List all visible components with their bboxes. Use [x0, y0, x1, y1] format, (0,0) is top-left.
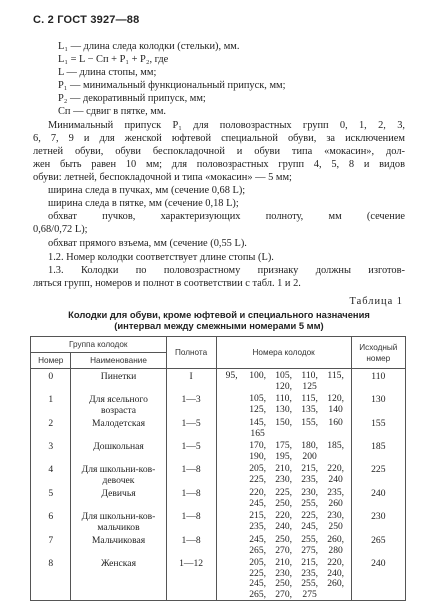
row-initial: 155 — [351, 416, 405, 439]
row-sizes — [216, 439, 351, 462]
header-name: Наименование — [71, 353, 166, 369]
size-value: 260, — [327, 534, 345, 545]
definition-line: L₁ — длина следа колодки (стельки), мм. — [58, 41, 240, 52]
page-header: С. 2 ГОСТ 3927—88 — [33, 14, 140, 26]
size-value — [220, 499, 244, 510]
size-value: 225, — [301, 510, 319, 521]
size-value: 105, — [275, 370, 293, 381]
table-row — [31, 439, 406, 462]
size-value: 215, — [301, 557, 319, 568]
row-name: Малодетская — [71, 416, 166, 439]
row-number: 0 — [31, 369, 71, 393]
size-value: 220, — [327, 557, 345, 568]
size-value: 170, — [249, 440, 267, 451]
paragraph-line: обуви: летней, беспокладочной и типа «мокасин» — 5 мм; — [33, 172, 292, 183]
size-value: 135, — [301, 403, 319, 415]
size-value: 265, — [249, 544, 267, 556]
table-body — [31, 369, 406, 601]
size-value — [220, 546, 244, 557]
size-value: 270, — [275, 544, 293, 556]
size-value: 275 — [302, 588, 317, 600]
size-value: 180, — [301, 440, 319, 451]
size-value: 230, — [275, 567, 293, 579]
size-value: 270, — [275, 588, 293, 600]
size-value — [220, 590, 244, 601]
list-item: обхват пучков, характеризующих полноту, мм (сечение — [48, 211, 405, 222]
size-value — [220, 394, 244, 405]
table-row — [31, 392, 406, 416]
row-sizes — [216, 392, 351, 416]
size-list — [220, 535, 348, 556]
row-fullness: 1—8 — [166, 486, 216, 509]
table-row — [31, 416, 406, 439]
table-row — [31, 486, 406, 509]
row-fullness: I — [166, 369, 216, 393]
size-value — [220, 579, 244, 590]
row-name: Мальчиковая — [71, 533, 166, 556]
size-list — [220, 371, 348, 392]
size-list — [220, 558, 348, 600]
size-value: 210, — [275, 557, 293, 568]
row-sizes — [216, 556, 351, 601]
lasts-table — [30, 336, 406, 601]
size-value: 175, — [275, 440, 293, 451]
size-value: 165 — [250, 427, 265, 439]
size-value — [220, 522, 244, 533]
size-value: 240, — [327, 567, 345, 579]
size-value — [220, 535, 244, 546]
row-fullness: 1—12 — [166, 556, 216, 601]
row-number: 1 — [31, 392, 71, 416]
size-value — [220, 569, 244, 580]
table-row — [31, 369, 406, 393]
size-value — [298, 429, 322, 440]
header-number: Номер — [31, 353, 71, 369]
size-value — [272, 429, 296, 440]
size-value — [220, 382, 244, 393]
size-value: 220, — [327, 463, 345, 474]
definition-line: P₂ — декоративный припуск, мм; — [58, 93, 206, 104]
list-item: обхват прямого взъема, мм (сечение (0,55 L). — [48, 238, 247, 249]
row-fullness: 1—5 — [166, 439, 216, 462]
row-fullness: 1—8 — [166, 462, 216, 486]
size-value: 280 — [328, 544, 343, 556]
size-value: 275, — [301, 544, 319, 556]
row-name: Пинетки — [71, 369, 166, 393]
size-value: 215, — [249, 510, 267, 521]
size-value: 260 — [328, 497, 343, 509]
row-sizes — [216, 486, 351, 509]
size-value: 235, — [301, 567, 319, 579]
size-value: 245, — [249, 578, 267, 589]
row-initial: 230 — [351, 509, 405, 533]
size-value: 250, — [275, 534, 293, 545]
size-value — [324, 429, 348, 440]
row-name: Дошкольная — [71, 439, 166, 462]
size-value — [220, 441, 244, 452]
row-fullness: 1—5 — [166, 416, 216, 439]
size-value: 255, — [301, 578, 319, 589]
row-fullness: 1—3 — [166, 392, 216, 416]
size-list — [220, 441, 348, 462]
size-value: 225, — [249, 567, 267, 579]
size-value: 230, — [327, 510, 345, 521]
size-value: 255, — [301, 497, 319, 509]
size-value: 265, — [249, 588, 267, 600]
size-value: 190, — [249, 450, 267, 462]
size-value: 260, — [327, 578, 345, 589]
size-value — [220, 475, 244, 486]
row-number: 4 — [31, 462, 71, 486]
size-value: 245, — [249, 534, 267, 545]
row-sizes — [216, 462, 351, 486]
size-value: 100, — [249, 370, 267, 381]
size-value: 195, — [275, 450, 293, 462]
size-value: 125 — [302, 380, 317, 392]
size-value: 110, — [301, 370, 318, 381]
size-value: 140 — [328, 403, 343, 415]
size-list — [220, 511, 348, 532]
size-value — [324, 590, 348, 601]
size-value: 240 — [328, 473, 343, 485]
size-value: 105, — [249, 393, 267, 404]
size-list — [220, 418, 348, 439]
size-value — [220, 418, 244, 429]
row-number: 8 — [31, 556, 71, 601]
row-number: 2 — [31, 416, 71, 439]
size-value — [220, 452, 244, 463]
size-value — [246, 382, 270, 393]
size-value: 145, — [249, 417, 267, 428]
paragraph-line: летней обуви, обуви беспокладочной и обуви типа «мокасин», дол- — [33, 146, 405, 157]
size-value: 225, — [275, 487, 293, 498]
size-value: 110, — [275, 393, 292, 404]
size-value: 205, — [249, 463, 267, 474]
header-sizes: Номера колодок — [216, 337, 351, 369]
paragraph-line: 6, 7, 9 и для женской юфтевой специальной обуви, за исключением — [33, 133, 405, 144]
size-value: 115, — [327, 370, 344, 381]
size-value: 215, — [301, 463, 319, 474]
clause-line: 1.3. Колодки по половозрастному признаку должны изготов- — [48, 265, 405, 276]
size-value: 185, — [327, 440, 345, 451]
size-value: 250, — [275, 497, 293, 509]
table-row — [31, 556, 406, 601]
size-list — [220, 488, 348, 509]
row-number: 3 — [31, 439, 71, 462]
row-name: Для школьни-ков-девочек — [71, 462, 166, 486]
row-sizes — [216, 533, 351, 556]
size-value: 250, — [275, 578, 293, 589]
size-value: 120, — [275, 380, 293, 392]
header-group: Группа колодок — [31, 337, 167, 353]
row-name: Девичья — [71, 486, 166, 509]
size-value: 115, — [301, 393, 318, 404]
row-initial: 130 — [351, 392, 405, 416]
size-value — [220, 488, 244, 499]
row-initial: 185 — [351, 439, 405, 462]
row-number: 7 — [31, 533, 71, 556]
size-value — [220, 429, 244, 440]
row-number: 5 — [31, 486, 71, 509]
row-initial: 240 — [351, 486, 405, 509]
size-value — [220, 464, 244, 475]
row-name: Для школьни-ков-мальчиков — [71, 509, 166, 533]
table-row — [31, 462, 406, 486]
row-name: Для ясельного возраста — [71, 392, 166, 416]
row-initial: 110 — [351, 369, 405, 393]
header-initial: Исходный номер — [351, 337, 405, 369]
paragraph-line: Минимальный припуск P₁ для половозрастных групп 0, 1, 2, 3, — [48, 120, 405, 131]
size-value — [324, 452, 348, 463]
size-value — [220, 405, 244, 416]
size-value: 245, — [249, 497, 267, 509]
size-value: 130, — [275, 403, 293, 415]
row-sizes — [216, 416, 351, 439]
size-value: 205, — [249, 557, 267, 568]
size-value: 235, — [301, 473, 319, 485]
list-item: 0,68/0,72 L); — [33, 224, 88, 235]
row-initial: 225 — [351, 462, 405, 486]
size-value: 255, — [301, 534, 319, 545]
size-value: 120, — [327, 393, 345, 404]
size-value — [220, 558, 244, 569]
paragraph-line: жен быть равен 10 мм; для половозрастных групп 4, 5, 8 и видов — [33, 159, 405, 170]
row-sizes — [216, 509, 351, 533]
row-initial: 265 — [351, 533, 405, 556]
definition-line: L — длина стопы, мм; — [58, 67, 157, 78]
header-fullness: Полнота — [166, 337, 216, 369]
row-number: 6 — [31, 509, 71, 533]
row-fullness: 1—8 — [166, 509, 216, 533]
size-value: 220, — [275, 510, 293, 521]
list-item: ширина следа в пятке, мм (сечение 0,18 L); — [48, 198, 239, 209]
size-value: 95, — [225, 370, 238, 381]
size-value: 160 — [328, 417, 343, 428]
size-value: 210, — [275, 463, 293, 474]
definition-line: L₁ = L − Cп + P₁ + P₂, где — [58, 54, 169, 65]
size-value — [324, 382, 348, 393]
size-value: 155, — [301, 417, 319, 428]
size-list — [220, 394, 348, 415]
row-name: Женская — [71, 556, 166, 601]
clause-line: 1.2. Номер колодки соответствует длине стопы (L). — [48, 252, 274, 263]
size-value: 240, — [275, 520, 293, 532]
size-value — [220, 511, 244, 522]
table-title: Колодки для обуви, кроме юфтевой и специального назначения — [68, 309, 370, 320]
size-value: 235, — [249, 520, 267, 532]
size-value: 230, — [275, 473, 293, 485]
size-value: 220, — [249, 487, 267, 498]
size-value: 230, — [301, 487, 319, 498]
size-list — [220, 464, 348, 485]
list-item: ширина следа в пучках, мм (сечение 0,68 L); — [48, 185, 246, 196]
row-initial: 240 — [351, 556, 405, 601]
size-value: 245, — [301, 520, 319, 532]
table-subtitle: (интервал между смежными номерами 5 мм) — [114, 320, 324, 331]
size-value: 225, — [249, 473, 267, 485]
size-value: 250 — [328, 520, 343, 532]
table-row — [31, 509, 406, 533]
size-value: 150, — [275, 417, 293, 428]
size-value: 235, — [327, 487, 345, 498]
table-label: Таблица 1 — [349, 296, 403, 307]
size-value: 125, — [249, 403, 267, 415]
definition-line: P₁ — минимальный функциональный припуск, мм; — [58, 80, 286, 91]
definition-line: Cп — сдвиг в пятке, мм. — [58, 106, 167, 117]
table-row — [31, 533, 406, 556]
clause-line: ляться групп, номеров и полнот в соответствии с табл. 1 и 2. — [33, 278, 301, 289]
row-sizes — [216, 369, 351, 393]
size-value: 200 — [302, 450, 317, 462]
row-fullness: 1—8 — [166, 533, 216, 556]
